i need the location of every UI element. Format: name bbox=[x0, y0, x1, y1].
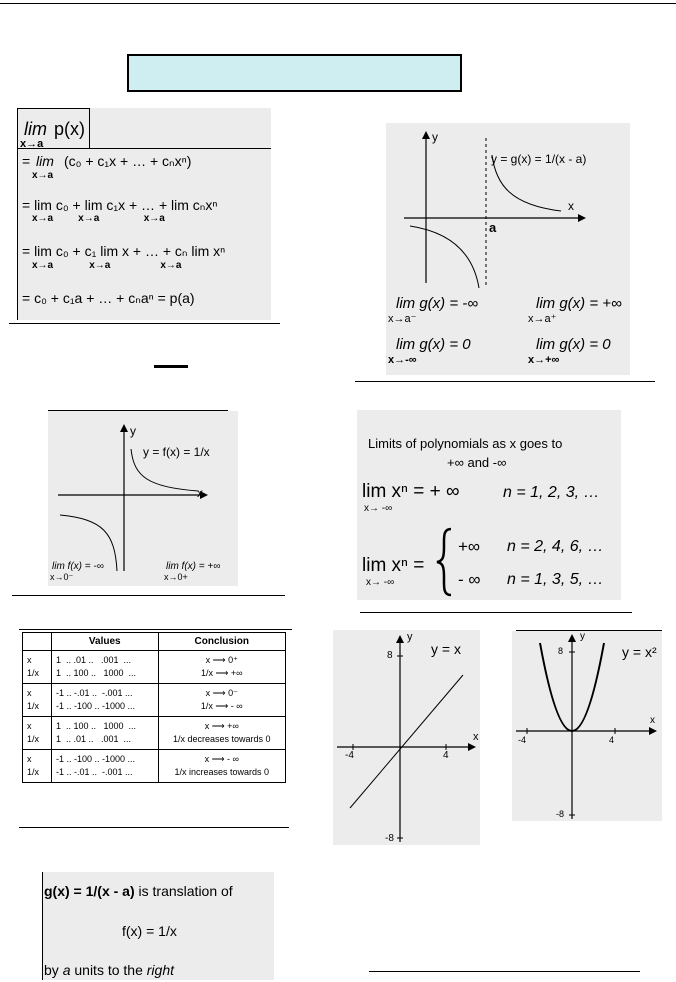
line2-expr: = lim c₀ + lim c₁x + … + lim cₙxⁿ bbox=[22, 197, 218, 213]
yx-tick-y-bottom-label: -8 bbox=[385, 833, 394, 844]
table-header-conclusion: Conclusion bbox=[158, 633, 285, 651]
g-lim2: lim g(x) = +∞ bbox=[536, 295, 622, 312]
line1-expr: (c₀ + c₁x + … + cₙxⁿ) bbox=[64, 153, 192, 169]
translation-g-def: g(x) = 1/(x - a) bbox=[44, 883, 135, 899]
f-x-label: x bbox=[197, 486, 203, 500]
poly-lim-a: lim xⁿ = + ∞ bbox=[362, 481, 460, 502]
translation-line2: f(x) = 1/x bbox=[122, 923, 177, 939]
table-row-vars: x 1/x bbox=[23, 651, 52, 684]
polynomial-limit-left-border bbox=[17, 108, 18, 320]
translation-units: units to the bbox=[70, 962, 147, 978]
translation-line3 bbox=[44, 963, 174, 977]
yx-tick-x-right-label: 4 bbox=[443, 750, 449, 761]
f-y-arrow bbox=[120, 424, 128, 432]
g-lim2-sub: x→a⁺ bbox=[528, 313, 557, 325]
table-row-values: -1 .. -100 .. -1000 ... -1 .. -.01 .. -.001 ... bbox=[52, 750, 159, 783]
lim-sub: x→a bbox=[20, 138, 44, 150]
yx-x-label: x bbox=[473, 731, 479, 743]
yx2-tick-y-top-label: 8 bbox=[558, 646, 564, 656]
yx-x-arrow bbox=[468, 743, 476, 751]
g-lim4: lim g(x) = 0 bbox=[536, 336, 611, 353]
f-lim-right: lim f(x) = +∞ bbox=[166, 561, 221, 572]
g-x-label: x bbox=[568, 199, 574, 213]
section-g-bottom-rule bbox=[355, 381, 655, 382]
line1-eq: = bbox=[22, 153, 31, 169]
translation-left-border bbox=[42, 872, 43, 980]
yx2-y-label: y bbox=[580, 631, 585, 642]
g-graph bbox=[386, 123, 630, 293]
polynomial-limit-inner-border bbox=[89, 108, 90, 148]
f-y-label: y bbox=[130, 424, 136, 438]
table-header-values: Values bbox=[52, 633, 159, 651]
yx2-y-arrow bbox=[568, 634, 576, 642]
g-lim1-sub: x→a⁻ bbox=[388, 313, 417, 325]
yx2-label: y = x² bbox=[622, 644, 657, 660]
line2-sub: x→a x→a x→a bbox=[32, 213, 165, 224]
line4-expr: = c₀ + c₁a + … + cₙaⁿ = p(a) bbox=[22, 290, 195, 306]
yx-y-label: y bbox=[407, 631, 413, 643]
translation-by: by bbox=[44, 962, 63, 978]
f-lim-left-sub: x→0⁻ bbox=[50, 572, 74, 582]
top-rule bbox=[0, 3, 676, 4]
bottom-right-rule bbox=[369, 971, 640, 972]
g-lim4-sub: x→+∞ bbox=[528, 354, 560, 366]
translation-line1 bbox=[44, 884, 233, 898]
table-row-conclusion: x ⟶ - ∞ 1/x increases towards 0 bbox=[158, 750, 285, 783]
table-row bbox=[23, 717, 286, 750]
yx-line bbox=[350, 675, 463, 808]
section-poly-bottom-rule bbox=[360, 612, 632, 613]
g-a-label: a bbox=[489, 220, 497, 235]
table-bottom-rule bbox=[19, 827, 289, 828]
px-text: p(x) bbox=[54, 119, 85, 139]
graph-yx bbox=[333, 630, 480, 845]
table-row-values: 1 .. 100 .. 1000 ... 1 .. .01 .. .001 ... bbox=[52, 717, 159, 750]
table-row bbox=[23, 684, 286, 717]
f-lim-left: lim f(x) = -∞ bbox=[52, 561, 104, 572]
translation-a: a bbox=[62, 962, 71, 978]
table-header-blank bbox=[23, 633, 52, 651]
g-x-arrow bbox=[578, 214, 586, 222]
poly-lim-a-sub: x→ -∞ bbox=[364, 503, 393, 514]
section1-bottom-rule bbox=[9, 323, 280, 324]
poly-case2-val: - ∞ bbox=[458, 570, 481, 589]
g-y-arrow bbox=[422, 131, 430, 139]
limits-table bbox=[22, 632, 286, 783]
poly-lim-b-sub: x→ -∞ bbox=[366, 577, 395, 588]
poly-case1-val: +∞ bbox=[458, 537, 481, 556]
table-row-vars: x 1/x bbox=[23, 750, 52, 783]
line1-sub: x→a bbox=[32, 170, 54, 181]
g-y-label: y bbox=[432, 130, 438, 144]
yx2-x-arrow bbox=[649, 727, 657, 735]
yx2-tick-y-bottom-label: -8 bbox=[556, 809, 565, 819]
table-row bbox=[23, 750, 286, 783]
lim-word: lim bbox=[24, 119, 47, 139]
table-row-values: 1 .. .01 .. .001 ... 1 .. 100 .. 1000 ... bbox=[52, 651, 159, 684]
section-f-bottom-rule bbox=[12, 595, 285, 596]
g-lim3-sub: x→-∞ bbox=[388, 354, 417, 366]
table-row-conclusion: x ⟶ 0⁺ 1/x ⟶ +∞ bbox=[158, 651, 285, 684]
line3-expr: = lim c₀ + c₁ lim x + … + cₙ lim xⁿ bbox=[22, 243, 226, 259]
polynomial-limit-top-border bbox=[17, 108, 89, 109]
yx-tick-y-top-label: 8 bbox=[387, 650, 393, 661]
table-row bbox=[23, 651, 286, 684]
yx2-tick-x-left-label: -4 bbox=[518, 735, 527, 745]
poly-heading1: Limits of polynomials as x goes to bbox=[368, 436, 563, 451]
table-header-row bbox=[23, 633, 286, 651]
g-curve-left bbox=[410, 226, 479, 288]
f-graph bbox=[48, 411, 238, 586]
g-lim1: lim g(x) = -∞ bbox=[396, 295, 478, 312]
table-row-vars: x 1/x bbox=[23, 684, 52, 717]
yx-tick-x-left-label: -4 bbox=[345, 750, 354, 761]
yx2-x-label: x bbox=[650, 715, 655, 726]
table-row-values: -1 .. -.01 .. -.001 ... -1 .. -100 .. -1000 ... bbox=[52, 684, 159, 717]
translation-right: right bbox=[146, 962, 174, 978]
table-top-rule bbox=[19, 629, 292, 630]
yx-label: y = x bbox=[431, 641, 461, 657]
limits-table-wrap bbox=[22, 632, 286, 783]
table-row-vars: x 1/x bbox=[23, 717, 52, 750]
poly-lim-b: lim xⁿ = bbox=[362, 555, 425, 576]
poly-lim-a-cond: n = 1, 2, 3, … bbox=[503, 484, 600, 501]
f-lim-right-sub: x→0+ bbox=[164, 572, 188, 582]
line1-lim: lim bbox=[36, 153, 54, 169]
translation-line1-rest: is translation of bbox=[134, 883, 233, 899]
table-row-conclusion: x ⟶ 0⁻ 1/x ⟶ - ∞ bbox=[158, 684, 285, 717]
yx-y-arrow bbox=[396, 635, 404, 643]
g-curve-label: y = g(x) = 1/(x - a) bbox=[491, 152, 587, 166]
line3-sub: x→a x→a x→a bbox=[32, 260, 182, 271]
table-row-conclusion: x ⟶ +∞ 1/x decreases towards 0 bbox=[158, 717, 285, 750]
yx2-tick-x-right-label: 4 bbox=[609, 735, 615, 745]
f-curve-label: y = f(x) = 1/x bbox=[143, 445, 210, 459]
short-rule bbox=[154, 365, 188, 368]
polynomial-limit-rule bbox=[17, 148, 271, 149]
title-box bbox=[127, 54, 462, 92]
poly-heading2: +∞ and -∞ bbox=[447, 455, 507, 470]
poly-brace bbox=[435, 527, 455, 597]
poly-case1-cond: n = 2, 4, 6, … bbox=[507, 538, 604, 555]
g-lim3: lim g(x) = 0 bbox=[396, 336, 471, 353]
poly-case2-cond: n = 1, 3, 5, … bbox=[507, 571, 604, 588]
